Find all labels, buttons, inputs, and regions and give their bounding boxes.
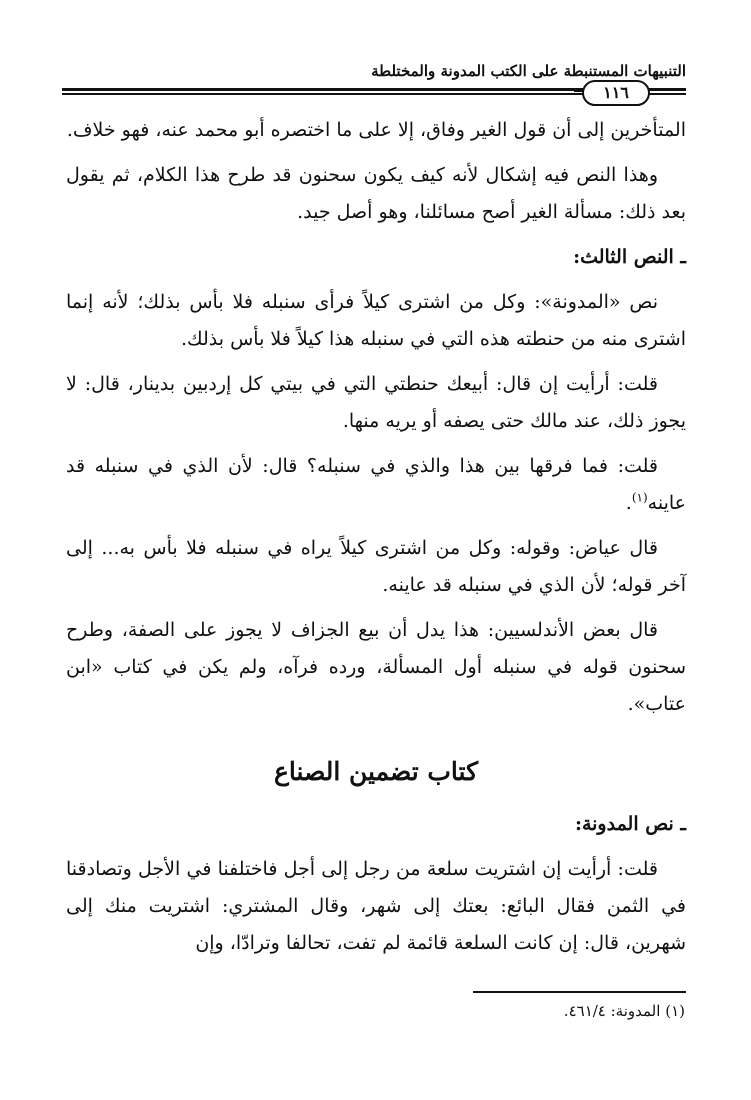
paragraph [66, 448, 686, 522]
footnote [564, 1002, 685, 1020]
paragraph: قال بعض الأندلسيين: هذا يدل أن بيع الجزاف لا يجوز على الصفة، وطرح سحنون قوله في سنبله أول المسألة، ورده فرآه، ولم يكن في كتاب «ابن عتاب». [66, 619, 686, 715]
footnote-text: المدونة: ٤٦١/٤. [563, 1002, 661, 1020]
footnote-separator [473, 991, 686, 993]
footnote-marker: (١) [665, 1002, 685, 1020]
paragraph: نص «المدونة»: وكل من اشترى كيلاً فرأى سنبله فلا بأس بذلك؛ لأنه إنما اشترى منه من حنطته هذه التي في سنبله هذا كيلاً فلا بأس بذلك. [66, 291, 686, 350]
main-text [66, 112, 686, 970]
section-heading-third-text: ـ النص الثالث: [573, 246, 686, 268]
footnote-reference: (١) [631, 490, 648, 505]
paragraph: وهذا النص فيه إشكال لأنه كيف يكون سحنون قد طرح هذا الكلام، ثم يقول بعد ذلك: مسألة الغير أصح مسائلنا، وهو أصل جيد. [66, 164, 686, 223]
paragraph-text: قلت: فما فرقها بين هذا والذي في سنبله؟ قال: لأن الذي في سنبله قد عاينه [66, 455, 686, 514]
page-header [62, 58, 686, 102]
paragraph-end: . [625, 492, 632, 514]
section-heading-mudawwana: ـ نص المدونة: [574, 813, 686, 835]
paragraph: قال عياض: وقوله: وكل من اشترى كيلاً يراه في سنبله فلا بأس به... إلى آخر قوله؛ لأن الذي في سنبله قد عاينه. [66, 537, 686, 596]
paragraph: قلت: أرأيت إن قال: أبيعك حنطتي التي في بيتي كل إردبين بدينار، قال: لا يجوز ذلك، عند مالك حتى يصفه أو يريه منها. [66, 373, 686, 432]
page-number: ١١٦ [582, 80, 650, 106]
paragraph: المتأخرين إلى أن قول الغير وفاق، إلا على ما اختصره أبو محمد عنه، فهو خلاف. [66, 119, 686, 141]
paragraph: قلت: أرأيت إن اشتريت سلعة من رجل إلى أجل فاختلفنا في الأجل وتصادقنا في الثمن فقال البائع: بعتك إلى شهر، وقال المشتري: اشتريت منك إلى شهرين، قال: إن كانت السلعة قائمة لم تفت، تحالفا وترادّا، وإن [66, 858, 686, 954]
running-title: التنبيهات المستنبطة على الكتب المدونة والمختلطة [371, 62, 686, 80]
chapter-title: كتاب تضمين الصناع [274, 757, 478, 786]
